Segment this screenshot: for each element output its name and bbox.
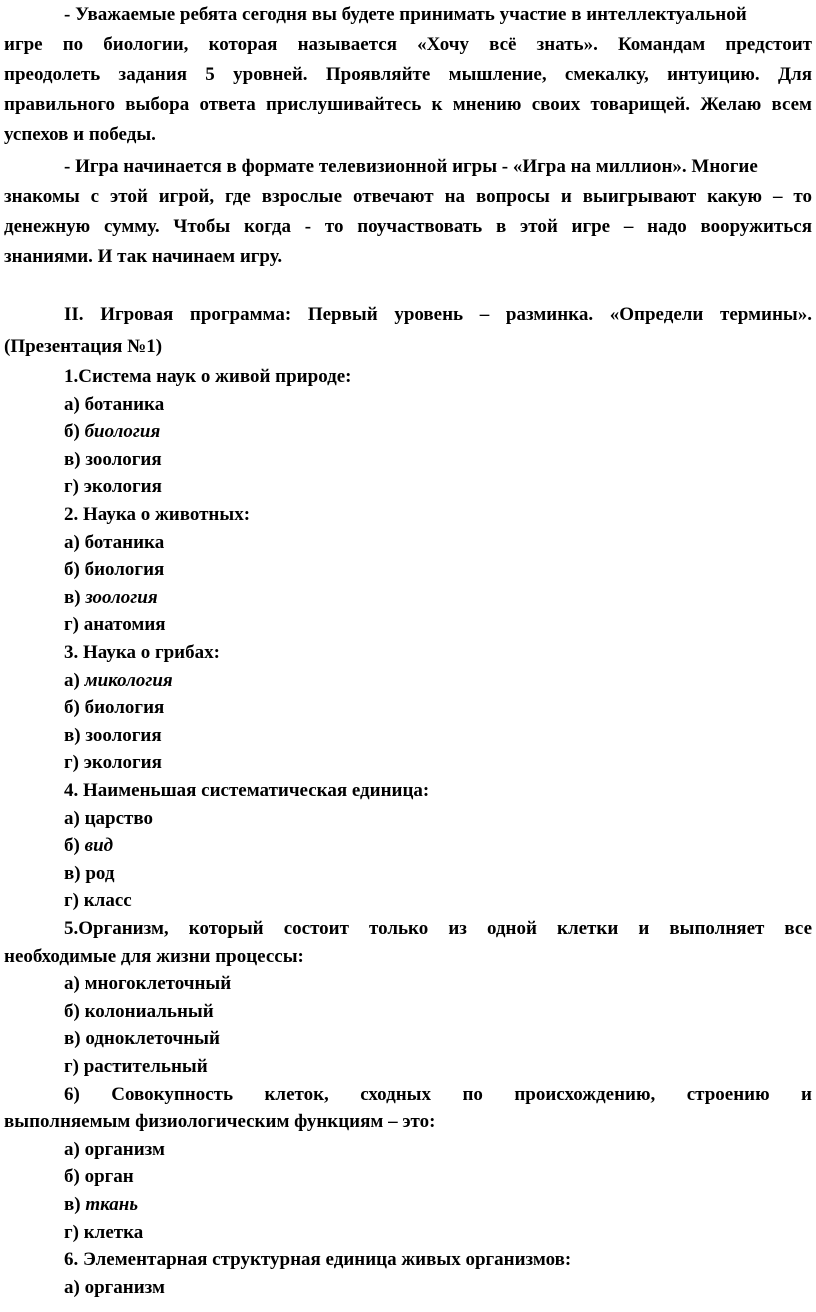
answer-option xyxy=(64,1277,165,1299)
question-6: 6) Совокупность клеток, сходных по происхождению, строению и xyxy=(64,1083,812,1105)
option-letter: б) xyxy=(64,1166,85,1188)
intro-p2-line-1: - Игра начинается в формате телевизионной игры - «Игра на миллион». Многие xyxy=(64,156,758,177)
option-text: ботаника xyxy=(84,393,165,415)
option-text: колониальный xyxy=(84,1000,214,1022)
correct-answer-text: ткань xyxy=(85,1194,139,1215)
answer-option xyxy=(64,1001,214,1023)
answer-option xyxy=(64,973,231,995)
answer-option xyxy=(64,449,162,471)
answer-option xyxy=(64,670,173,692)
answer-option xyxy=(64,587,158,609)
option-text: растительный xyxy=(83,1056,208,1077)
answer-option xyxy=(64,1028,220,1050)
option-letter: а) xyxy=(64,973,85,995)
option-letter: а) xyxy=(64,669,85,691)
answer-option xyxy=(64,1056,208,1078)
option-letter: г) xyxy=(64,476,84,498)
option-text: класс xyxy=(83,890,132,912)
option-text: биология xyxy=(84,697,165,719)
answer-option xyxy=(64,863,114,885)
answer-option xyxy=(64,835,113,857)
answer-option xyxy=(64,394,164,416)
option-text: экология xyxy=(83,476,162,498)
answer-option xyxy=(64,532,164,554)
correct-answer-text: микология xyxy=(84,669,173,691)
question-4: 4. Наименьшая систематическая единица: xyxy=(64,780,430,801)
intro-p1-line-3: преодолеть задания 5 уровней. Проявляйте мышление, смекалку, интуицию. Для xyxy=(4,64,812,85)
option-letter: б) xyxy=(64,559,85,581)
answer-option xyxy=(64,476,162,498)
option-letter: г) xyxy=(64,614,84,636)
option-letter: б) xyxy=(64,697,85,719)
answer-option xyxy=(64,808,153,830)
correct-answer-text: вид xyxy=(84,835,114,857)
option-text: орган xyxy=(84,1166,134,1188)
option-letter: в) xyxy=(64,724,86,746)
option-text: биология xyxy=(84,559,165,581)
option-text: зоология xyxy=(85,448,162,470)
intro-p2-line-4: знаниями. И так начинаем игру. xyxy=(4,246,283,267)
option-letter: б) xyxy=(64,1000,85,1022)
option-text: зоология xyxy=(85,724,162,746)
option-letter: б) xyxy=(64,421,85,443)
answer-option xyxy=(64,725,162,747)
option-letter: г) xyxy=(64,1221,84,1243)
answer-option xyxy=(64,890,132,912)
answer-option xyxy=(64,559,164,581)
question-6-continuation: выполняемым физиологическим функциям – это: xyxy=(4,1111,436,1133)
option-letter: а) xyxy=(64,1276,85,1298)
option-text: царство xyxy=(84,807,153,829)
option-text: одноклеточный xyxy=(85,1028,220,1050)
option-letter: г) xyxy=(64,890,84,912)
question-2: 2. Наука о животных: xyxy=(64,504,251,525)
option-text: ботаника xyxy=(84,531,165,553)
intro-p1-line-2: игре по биологии, которая называется «Хочу всё знать». Командам предстоит xyxy=(4,34,812,55)
option-text: экология xyxy=(83,752,162,774)
option-letter: б) xyxy=(64,835,85,857)
question-5-continuation: необходимые для жизни процессы: xyxy=(4,945,304,967)
answer-option xyxy=(64,752,162,774)
answer-option xyxy=(64,1222,143,1244)
correct-answer-text: биология xyxy=(84,421,161,443)
option-letter: а) xyxy=(64,393,85,415)
option-letter: г) xyxy=(64,752,84,774)
option-letter: г) xyxy=(64,1056,84,1077)
option-letter: в) xyxy=(64,1028,86,1050)
question-3: 3. Наука о грибах: xyxy=(64,642,220,663)
correct-answer-text: зоология xyxy=(85,586,158,608)
option-letter: в) xyxy=(64,862,86,884)
answer-option xyxy=(64,421,160,443)
answer-option xyxy=(64,1194,138,1216)
intro-p1-line-1: - Уважаемые ребята сегодня вы будете принимать участие в интеллектуальной xyxy=(64,4,747,25)
section-subheading: (Презентация №1) xyxy=(4,336,163,357)
option-letter: в) xyxy=(64,586,86,608)
question-7: 6. Элементарная структурная единица живых организмов: xyxy=(64,1249,572,1271)
option-letter: а) xyxy=(64,531,85,553)
option-letter: в) xyxy=(64,1194,86,1215)
option-text: многоклеточный xyxy=(84,973,232,995)
option-letter: в) xyxy=(64,448,86,470)
section-heading: II. Игровая программа: Первый уровень – разминка. «Определи термины». xyxy=(64,304,812,325)
intro-p1-line-4: правильного выбора ответа прислушивайтесь к мнению своих товарищей. Желаю всем xyxy=(4,94,812,115)
question-5: 5.Организм, который состоит только из одной клетки и выполняет все xyxy=(64,918,812,939)
option-text: род xyxy=(85,862,115,884)
intro-p2-line-2: знакомы с этой игрой, где взрослые отвечают на вопросы и выигрывают какую – то xyxy=(4,186,812,207)
answer-option xyxy=(64,1139,165,1161)
option-text: организм xyxy=(84,1138,165,1160)
answer-option xyxy=(64,614,166,636)
option-letter: а) xyxy=(64,1138,85,1160)
intro-p2-line-3: денежную сумму. Чтобы когда - то поучаствовать в этой игре – надо вооружиться xyxy=(4,216,812,237)
option-text: организм xyxy=(84,1276,165,1298)
question-1: 1.Система наук о живой природе: xyxy=(64,366,352,387)
option-text: клетка xyxy=(83,1221,144,1243)
answer-option xyxy=(64,697,164,719)
option-text: анатомия xyxy=(83,614,166,636)
option-letter: а) xyxy=(64,807,85,829)
answer-option xyxy=(64,1166,134,1188)
intro-p1-line-5: успехов и победы. xyxy=(4,124,156,145)
